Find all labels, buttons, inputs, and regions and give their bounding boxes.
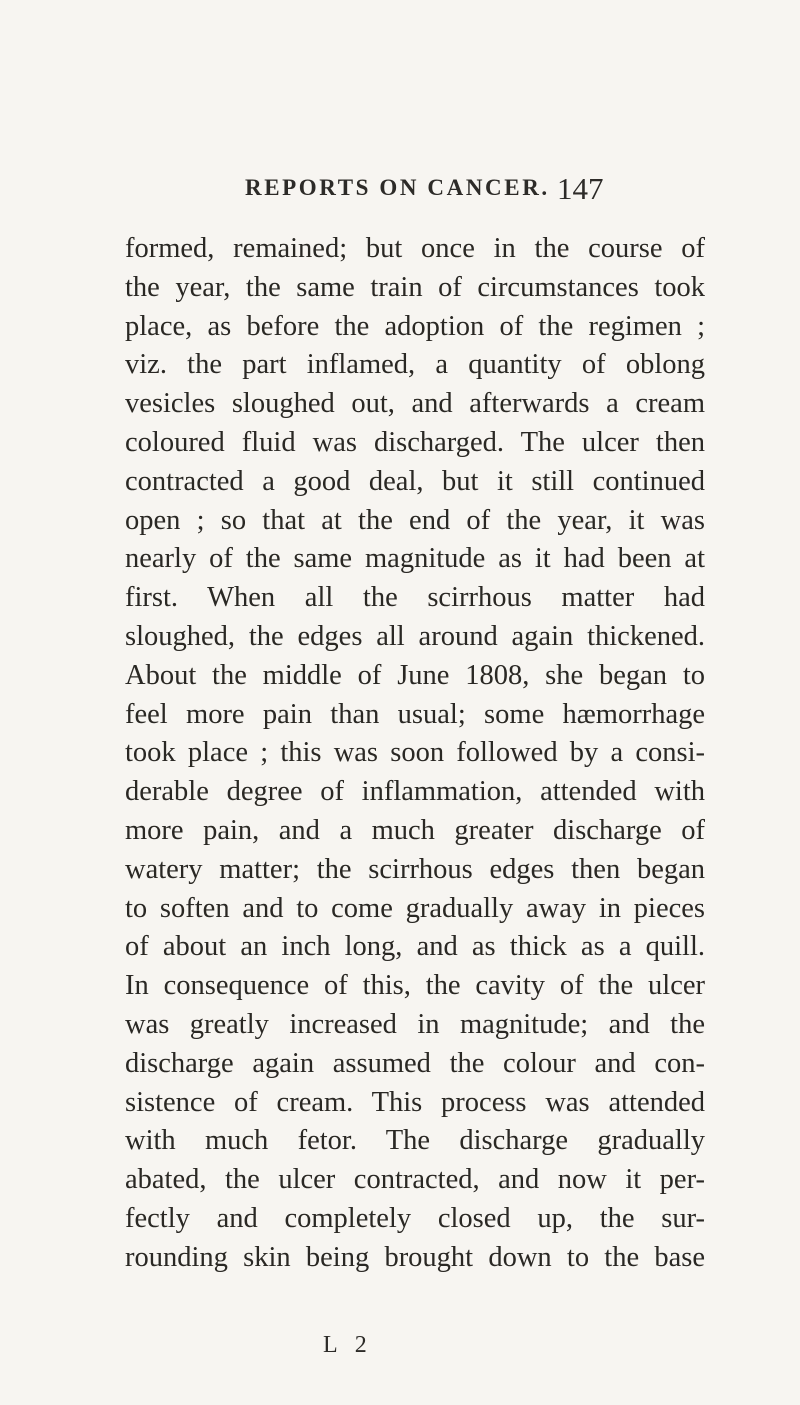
- page-number: 147: [557, 171, 604, 206]
- text-line: discharge again assumed the colour and con-: [125, 1047, 705, 1079]
- body-text: [125, 230, 705, 1278]
- text-line: viz. the part inflamed, a quantity of oblong: [125, 349, 705, 381]
- text-line: of about an inch long, and as thick as a quill.: [125, 931, 705, 963]
- text-line: rounding skin being brought down to the base: [125, 1241, 705, 1273]
- text-line: In consequence of this, the cavity of the ulcer: [125, 970, 705, 1002]
- text-line: contracted a good deal, but it still continued: [125, 465, 705, 497]
- text-line: feel more pain than usual; some hæmorrhage: [125, 698, 705, 730]
- text-line: first. When all the scirrhous matter had: [125, 582, 705, 614]
- text-line: sistence of cream. This process was attended: [125, 1086, 705, 1118]
- text-line: coloured fluid was discharged. The ulcer then: [125, 426, 705, 458]
- signature-mark: L 2: [323, 1332, 373, 1358]
- text-line: nearly of the same magnitude as it had been at: [125, 543, 705, 575]
- text-line: took place ; this was soon followed by a consi-: [125, 737, 705, 769]
- text-line: watery matter; the scirrhous edges then began: [125, 853, 705, 885]
- text-line: the year, the same train of circumstances took: [125, 271, 705, 303]
- text-line: vesicles sloughed out, and afterwards a cream: [125, 388, 705, 420]
- text-line: with much fetor. The discharge gradually: [125, 1125, 705, 1157]
- text-line: open ; so that at the end of the year, it was: [125, 504, 705, 536]
- text-line: fectly and completely closed up, the sur-: [125, 1202, 705, 1234]
- running-title: REPORTS ON CANCER.: [245, 175, 550, 200]
- text-line: to soften and to come gradually away in pieces: [125, 892, 705, 924]
- text-line: place, as before the adoption of the regimen ;: [125, 310, 705, 342]
- text-line: About the middle of June 1808, she began to: [125, 659, 705, 691]
- text-line: more pain, and a much greater discharge of: [125, 814, 705, 846]
- text-line: formed, remained; but once in the course of: [125, 233, 705, 264]
- running-header: [245, 173, 645, 213]
- text-line: derable degree of inflammation, attended with: [125, 776, 705, 808]
- text-line: sloughed, the edges all around again thickened.: [125, 620, 705, 652]
- text-line: abated, the ulcer contracted, and now it per-: [125, 1164, 705, 1196]
- text-line: was greatly increased in magnitude; and the: [125, 1008, 705, 1040]
